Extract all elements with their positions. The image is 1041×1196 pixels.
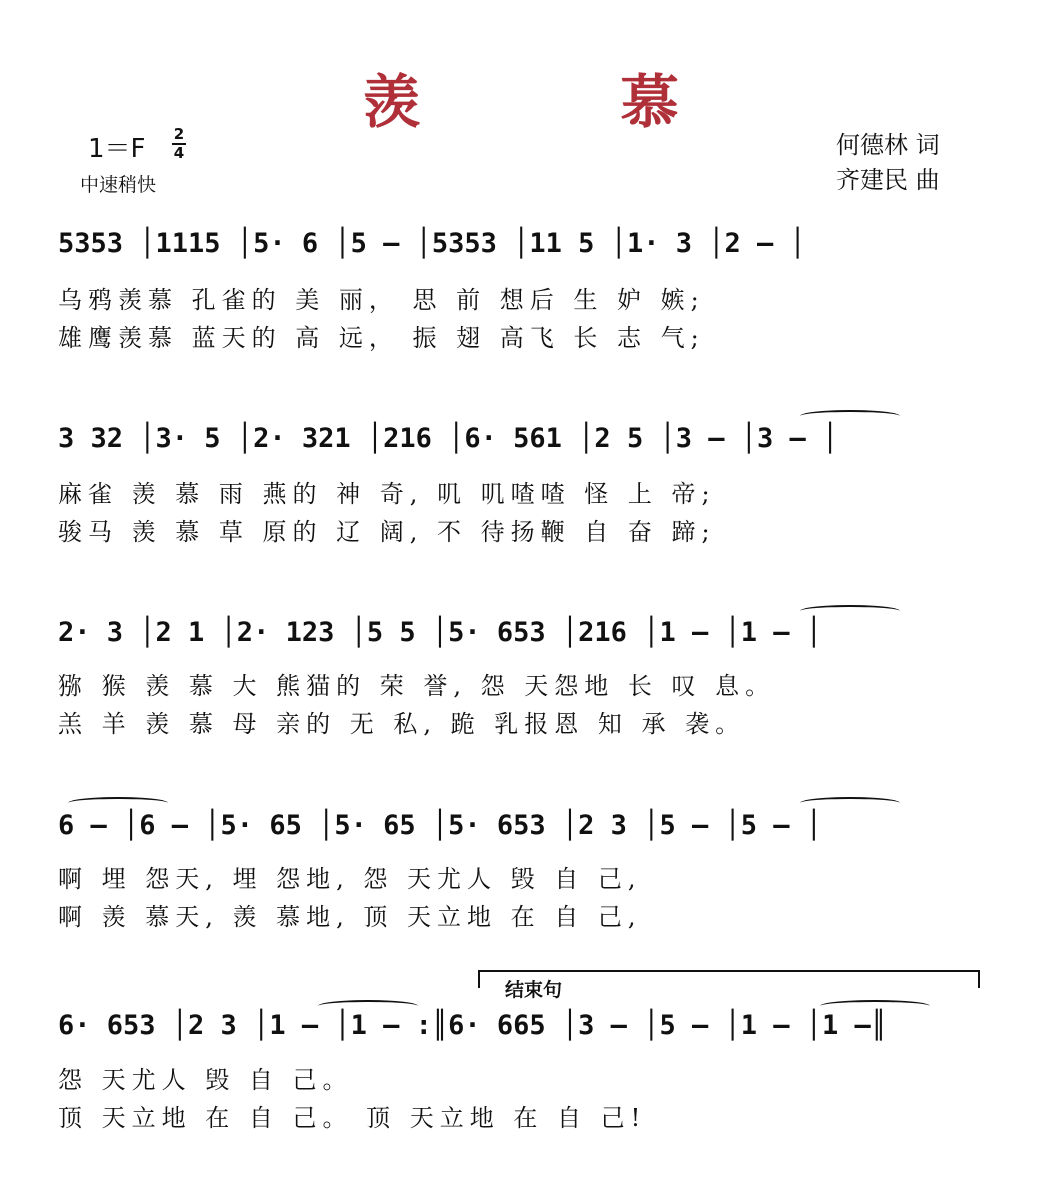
- tie: [68, 797, 168, 809]
- tie: [800, 605, 900, 617]
- time-signature-bottom: 4: [173, 144, 185, 162]
- lyric-line-1-1: 乌鸦羡慕 孔雀的 美 丽， 思 前 想后 生 妒 嫉;: [58, 286, 705, 314]
- time-signature-top: 2: [173, 125, 185, 143]
- lyric-line-4-1: 啊 埋 怨天, 埋 怨地, 怨 天尤人 毁 自 己,: [58, 865, 642, 893]
- composer-credit: 齐建民 曲: [836, 166, 940, 194]
- lyric-line-4-2: 啊 羡 慕天, 羡 慕地, 顶 天立地 在 自 己,: [58, 903, 642, 931]
- time-signature: [172, 126, 186, 162]
- lyricist-credit: 何德林 词: [836, 131, 940, 159]
- tie: [820, 1000, 930, 1012]
- lyric-line-3-1: 猕 猴 羡 慕 大 熊猫的 荣 誉, 怨 天怨地 长 叹 息。: [58, 672, 776, 700]
- lyric-line-5-1: 怨 天尤人 毁 自 己。: [58, 1066, 353, 1094]
- ending-label: 结束句: [505, 979, 563, 1001]
- notation-row-2: 3 32 │3· 5 │2· 321 │216 │6· 561 │2 5 │3 — │3 — │: [58, 423, 839, 454]
- tie: [800, 410, 900, 422]
- lyric-line-2-1: 麻雀 羡 慕 雨 燕的 神 奇, 叽 叽喳喳 怪 上 帝;: [58, 480, 716, 508]
- lyric-line-2-2: 骏马 羡 慕 草 原的 辽 阔, 不 待扬鞭 自 奋 蹄;: [58, 518, 716, 546]
- notation-row-4: 6 — │6 — │5· 65 │5· 65 │5· 653 │2 3 │5 — │5 — │: [58, 810, 823, 841]
- lyric-line-1-2: 雄鹰羡慕 蓝天的 高 远， 振 翅 高飞 长 志 气;: [58, 324, 705, 352]
- tempo-marking: 中速稍快: [80, 174, 157, 196]
- tie: [318, 1000, 418, 1012]
- notation-row-3: 2· 3 │2 1 │2· 123 │5 5 │5· 653 │216 │1 — │1 — │: [58, 617, 823, 648]
- tie: [800, 797, 900, 809]
- lyric-line-3-2: 羔 羊 羡 慕 母 亲的 无 私, 跪 乳报恩 知 承 袭。: [58, 710, 746, 738]
- song-title: 羡 慕: [362, 68, 769, 136]
- notation-row-1: 5353 │1115 │5· 6 │5 — │5353 │11 5 │1· 3 │2 — │: [58, 228, 806, 259]
- notation-row-5: 6· 653 │2 3 │1 — │1 — :║6· 665 │3 — │5 — │1 — │1 —║: [58, 1010, 888, 1041]
- lyric-line-5-2: 顶 天立地 在 自 己。 顶 天立地 在 自 己!: [58, 1104, 647, 1132]
- key-signature: 1＝F: [88, 134, 146, 164]
